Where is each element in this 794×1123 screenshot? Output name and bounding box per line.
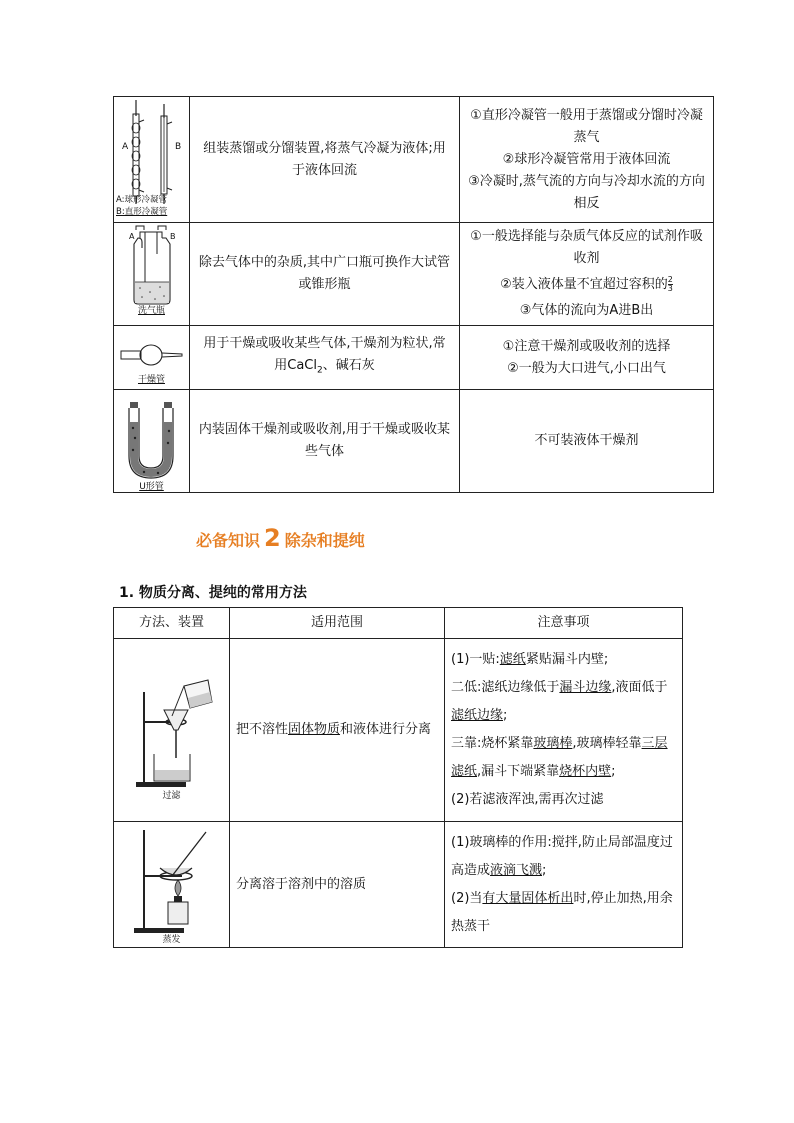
condenser-usage: 组装蒸馏或分馏装置,将蒸气冷凝为液体;用于液体回流	[190, 97, 460, 223]
condenser-notes	[460, 97, 714, 223]
column-header: 方法、装置	[114, 608, 230, 639]
note-line: ①注意干燥剂或吸收剂的选择	[502, 338, 671, 354]
note-underlined: 烧杯内壁	[559, 764, 612, 779]
note-text: (1)一贴:	[451, 652, 500, 667]
note-text: (1)玻璃棒的作用:搅拌,防止局部温度过高造成	[451, 834, 673, 878]
condenser-caption-b: B:直形冷凝管	[116, 206, 168, 217]
fraction-numerator: 2	[667, 275, 673, 284]
note-text: 时,停止加热,用余热蒸干	[451, 890, 673, 934]
bottle-mark-a: A	[129, 232, 135, 241]
note-line	[451, 674, 676, 730]
note-text: ,漏斗下端紧靠	[477, 764, 560, 779]
filtration-notes	[445, 639, 683, 822]
section-number: 2	[264, 524, 281, 552]
filtration-range	[230, 639, 445, 822]
note-line: ③冷凝时,蒸气流的方向与冷却水流的方向相反	[468, 173, 705, 211]
note-underlined: 有大量固体析出	[482, 890, 574, 906]
note-underlined: 滤纸边缘	[451, 708, 504, 723]
note-line: ①直形冷凝管一般用于蒸馏或分馏时冷凝蒸气	[470, 107, 703, 145]
note-underlined: 液滴飞溅	[490, 862, 543, 878]
table-row	[114, 326, 714, 390]
note-text: ;	[542, 862, 547, 878]
note-line	[468, 274, 705, 296]
table-row	[114, 223, 714, 326]
note-text: ,液面低于	[611, 680, 668, 695]
range-underlined: 固体物质	[288, 722, 341, 737]
table-row	[114, 97, 714, 223]
condenser-mark-b: B	[175, 141, 182, 152]
note-line: ②球形冷凝管常用于液体回流	[502, 151, 671, 167]
usage-text: 、碱石灰	[322, 358, 375, 374]
u-tube-usage: 内装固体干燥剂或吸收剂,用于干燥或吸收某些气体	[190, 390, 460, 493]
range-text: 和液体进行分离	[340, 722, 432, 737]
drying-tube-caption: 干燥管	[137, 374, 165, 385]
note-text: ;	[503, 708, 508, 723]
table-row	[114, 822, 683, 948]
table-header-row	[114, 608, 683, 639]
section-title	[196, 524, 365, 556]
column-header: 注意事项	[445, 608, 683, 639]
note-underlined: 漏斗边缘	[559, 680, 612, 695]
note-line	[451, 730, 676, 786]
usage-text: 用于干燥或吸收某些气体,干燥剂为粒状,常用CaCl	[203, 336, 446, 374]
condenser-mark-a: A	[122, 141, 129, 152]
table-row	[114, 390, 714, 493]
note-text: (2)当	[451, 890, 483, 906]
note-line: ①一般选择能与杂质气体反应的试剂作吸收剂	[470, 229, 703, 266]
bottle-usage: 除去气体中的杂质,其中广口瓶可换作大试管或锥形瓶	[190, 223, 460, 326]
note-line	[451, 829, 676, 885]
evaporation-notes	[445, 822, 683, 948]
note-line: (2)若滤液浑浊,需再次过滤	[451, 792, 604, 807]
fraction-denominator: 3	[667, 284, 673, 293]
evaporation-caption: 蒸发	[162, 934, 181, 945]
filtration-caption: 过滤	[162, 791, 181, 801]
condenser-picture-cell	[114, 97, 190, 223]
note-underlined: 三层滤纸	[451, 736, 668, 779]
note-text: ,玻璃棒轻靠	[572, 736, 642, 751]
drying-tube-usage	[190, 326, 460, 390]
u-tube-icon	[114, 398, 189, 484]
evaporation-apparatus-icon	[114, 824, 229, 936]
drying-tube-icon	[114, 336, 189, 380]
apparatus-table	[113, 96, 714, 493]
filtration-apparatus-icon	[114, 650, 229, 800]
note-line	[451, 646, 676, 674]
gas-washing-bottle-cell	[114, 223, 190, 326]
subsection-title: 1. 物质分离、提纯的常用方法	[119, 585, 307, 601]
evaporation-picture-cell	[114, 822, 230, 948]
note-text: 紧贴漏斗内壁;	[525, 652, 609, 667]
note-text: ;	[611, 764, 616, 779]
u-tube-cell	[114, 390, 190, 493]
condenser-caption-a: A:球形冷凝管	[116, 194, 168, 205]
drying-tube-notes	[460, 326, 714, 390]
table-row	[114, 639, 683, 822]
note-line	[451, 885, 676, 941]
gas-washing-bottle-caption: 洗气瓶	[137, 306, 165, 316]
note-underlined: 滤纸	[499, 652, 526, 667]
note-text: ②装入液体量不宜超过容积的	[500, 277, 668, 292]
section-heading: 除杂和提纯	[284, 531, 365, 550]
separation-methods-table	[113, 607, 683, 948]
note-underlined: 玻璃棒	[533, 736, 573, 751]
evaporation-range: 分离溶于溶剂中的溶质	[230, 822, 445, 948]
u-tube-notes: 不可装液体干燥剂	[460, 390, 714, 493]
drying-tube-cell	[114, 326, 190, 390]
bottle-mark-b: B	[170, 232, 176, 241]
range-text: 把不溶性	[236, 722, 289, 737]
fraction	[668, 276, 673, 293]
u-tube-caption: U形管	[139, 482, 164, 492]
note-text: 二低:滤纸边缘低于	[451, 680, 560, 695]
column-header: 适用范围	[230, 608, 445, 639]
filtration-picture-cell	[114, 639, 230, 822]
note-line: ③气体的流向为A进B出	[519, 303, 654, 318]
bottle-notes	[460, 223, 714, 326]
note-line: ②一般为大口进气,小口出气	[507, 360, 666, 376]
note-text: 三靠:烧杯紧靠	[451, 736, 534, 751]
section-prefix: 必备知识	[196, 531, 261, 550]
subscript: 2	[316, 365, 323, 376]
